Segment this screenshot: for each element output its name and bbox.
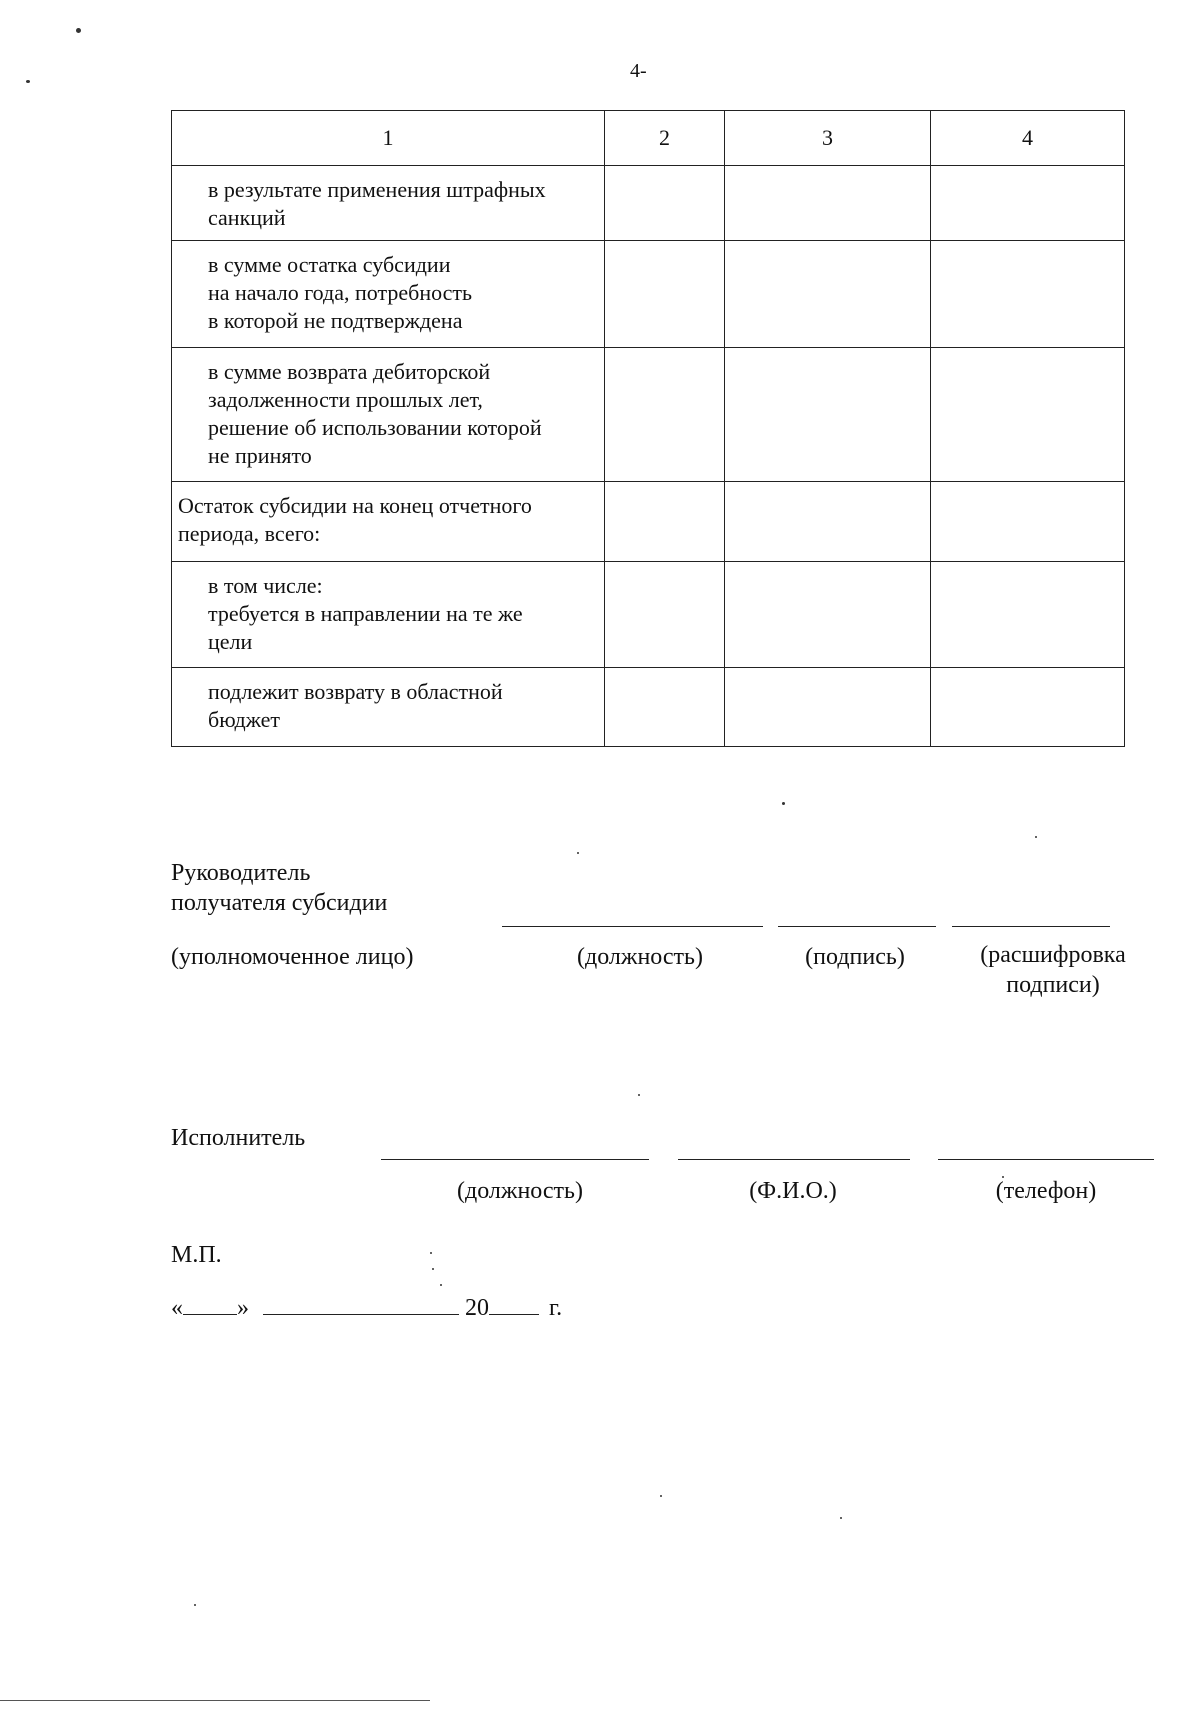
page-number: 4-: [630, 60, 647, 82]
row-label: в сумме возврата дебиторской задолженности прошлых лет, решение об использовании которой не принято: [208, 359, 542, 468]
value-cell: [725, 562, 931, 668]
month-blank: [263, 1292, 459, 1315]
table-row: [172, 348, 1125, 482]
value-cell: [725, 166, 931, 241]
scan-speck: [432, 1268, 434, 1270]
row-label-cell: [172, 166, 605, 241]
year-blank: [489, 1292, 539, 1315]
value-cell: [931, 166, 1125, 241]
stamp-label: М.П.: [171, 1242, 222, 1268]
value-cell: [931, 668, 1125, 747]
head-title-line2: получателя субсидии: [171, 890, 388, 916]
head-title-line3: (уполномоченное лицо): [171, 944, 414, 970]
scan-speck: [638, 1094, 640, 1096]
head-signature-line: [778, 926, 936, 927]
head-title-line1: Руководитель: [171, 860, 311, 886]
value-cell: [931, 482, 1125, 562]
executor-label: Исполнитель: [171, 1125, 306, 1151]
column-header: 1: [172, 111, 605, 166]
executor-name-caption: (Ф.И.О.): [749, 1178, 837, 1204]
scan-speck: [76, 28, 81, 33]
row-label-cell: [172, 348, 605, 482]
value-cell: [931, 348, 1125, 482]
table-header-row: [172, 111, 1125, 166]
head-position-caption: (должность): [577, 944, 703, 970]
row-label: подлежит возврату в областной бюджет: [208, 679, 503, 732]
row-label: Остаток субсидии на конец отчетного периода, всего:: [178, 493, 532, 546]
scan-speck: [1002, 1176, 1004, 1178]
year-suffix: г.: [549, 1295, 563, 1321]
value-cell: [605, 482, 725, 562]
table-row: [172, 668, 1125, 747]
scan-speck: [782, 802, 785, 805]
table-row: [172, 482, 1125, 562]
scan-speck: [577, 852, 579, 854]
column-header: 4: [931, 111, 1125, 166]
row-label-cell: [172, 241, 605, 348]
executor-position-caption: (должность): [457, 1178, 583, 1204]
value-cell: [605, 668, 725, 747]
scan-speck: [440, 1284, 442, 1286]
value-cell: [931, 562, 1125, 668]
value-cell: [605, 562, 725, 668]
year-prefix: 20: [465, 1295, 489, 1321]
scan-speck: [26, 80, 30, 83]
value-cell: [605, 348, 725, 482]
scan-speck: [660, 1495, 662, 1497]
head-decoding-line: [952, 926, 1110, 927]
executor-phone-caption: (телефон): [995, 1178, 1097, 1204]
executor-name-line: [678, 1159, 910, 1160]
scan-speck: [430, 1252, 432, 1254]
row-label: в том числе: требуется в направлении на те же цели: [208, 573, 523, 654]
subsidy-report-table: [171, 110, 1125, 747]
date-line: [171, 1292, 562, 1323]
table-row: [172, 166, 1125, 241]
head-title: [171, 858, 387, 918]
value-cell: [725, 482, 931, 562]
row-label: в сумме остатка субсидии на начало года, потребность в которой не подтверждена: [208, 252, 473, 333]
table-row: [172, 241, 1125, 348]
row-label-cell: [172, 668, 605, 747]
day-blank: [183, 1292, 237, 1315]
scan-edge-line: [0, 1700, 430, 1701]
row-label-cell: [172, 482, 605, 562]
head-position-line: [502, 926, 763, 927]
executor-position-line: [381, 1159, 649, 1160]
value-cell: [605, 241, 725, 348]
table-row: [172, 562, 1125, 668]
row-label-cell: [172, 562, 605, 668]
head-decoding-caption: (расшифровка подписи): [980, 942, 1126, 998]
value-cell: [725, 241, 931, 348]
scan-speck: [194, 1604, 196, 1606]
column-header: 3: [725, 111, 931, 166]
value-cell: [725, 348, 931, 482]
date-close-quote: »: [237, 1295, 249, 1321]
scan-speck: [840, 1517, 842, 1519]
column-header: 2: [605, 111, 725, 166]
executor-phone-line: [938, 1159, 1154, 1160]
date-open-quote: «: [171, 1295, 183, 1321]
row-label: в результате применения штрафных санкций: [208, 177, 546, 230]
head-signature-caption: (подпись): [805, 944, 905, 970]
value-cell: [725, 668, 931, 747]
value-cell: [605, 166, 725, 241]
value-cell: [931, 241, 1125, 348]
scan-speck: [1035, 836, 1037, 838]
